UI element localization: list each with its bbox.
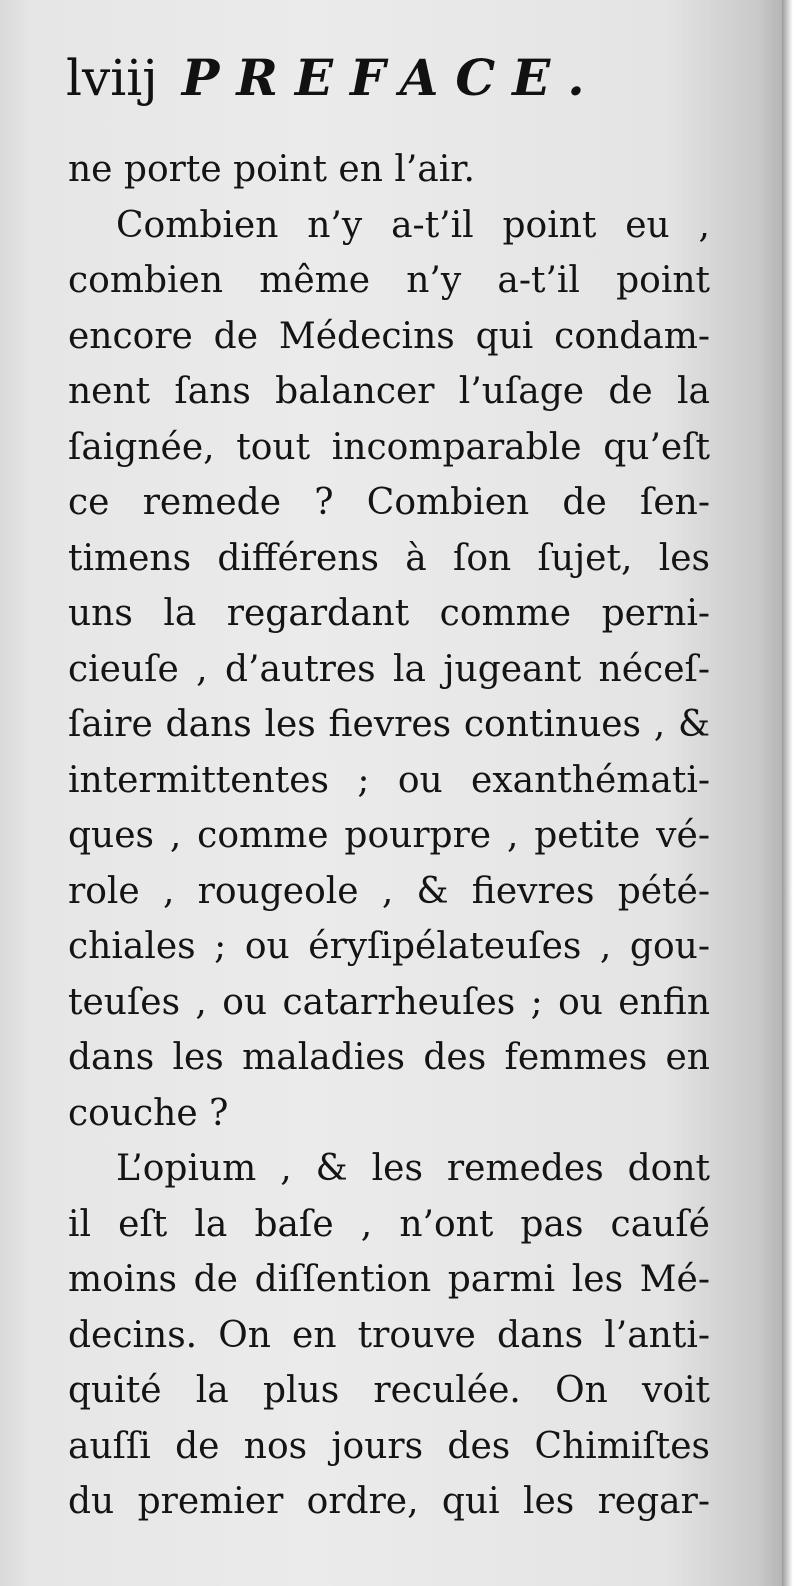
- text-line: ſaire dans les fievres continues , &: [68, 704, 710, 745]
- text-line: du premier ordre, qui les regar-: [68, 1481, 710, 1522]
- page-header: [66, 48, 726, 128]
- text-line: encore de Médecins qui condam-: [68, 315, 710, 357]
- text-line: il eſt la baſe , n’ont pas cauſé: [68, 1203, 710, 1245]
- page-edge: [782, 0, 800, 1586]
- text-line: ne porte point en l’air.: [68, 149, 475, 190]
- text-line: role , rougeole , & fievres pété-: [68, 870, 710, 912]
- text-line: auſſi de nos jours des Chimiſtes: [68, 1425, 710, 1467]
- text-line: moins de diſſention parmi les Mé-: [68, 1259, 710, 1300]
- body-text: [68, 142, 710, 1530]
- text-line: ques , comme pourpre , petite vé-: [68, 815, 710, 856]
- running-head: PREFACE.: [181, 48, 602, 107]
- text-line: timens différens à ſon ſujet, les: [68, 537, 710, 579]
- text-line: Combien n’y a-t’il point eu ,: [116, 204, 710, 246]
- text-line: L’opium , & les remedes dont: [116, 1148, 710, 1189]
- text-line: teuſes , ou catarrheuſes ; ou enfin: [68, 981, 710, 1023]
- text-line: uns la regardant comme perni-: [68, 593, 710, 634]
- text-line: nent ſans balancer l’uſage de la: [68, 371, 710, 412]
- page-number: lviij: [66, 49, 158, 107]
- text-line: ce remede ? Combien de ſen-: [68, 482, 710, 523]
- text-line: cieuſe , d’autres la jugeant néceſ-: [68, 648, 710, 690]
- text-line: quité la plus reculée. On voit: [68, 1370, 710, 1411]
- text-line: ſaignée, tout incomparable qu’eſt: [68, 426, 710, 468]
- text-line: dans les maladies des femmes en: [68, 1037, 710, 1078]
- text-line: chiales ; ou éryſipélateuſes , gou-: [68, 926, 710, 967]
- text-line: intermittentes ; ou exanthémati-: [68, 759, 710, 801]
- text-line: decins. On en trouve dans l’anti-: [68, 1314, 710, 1356]
- text-line: couche ?: [68, 1092, 229, 1134]
- text-line: combien même n’y a-t’il point: [68, 260, 710, 301]
